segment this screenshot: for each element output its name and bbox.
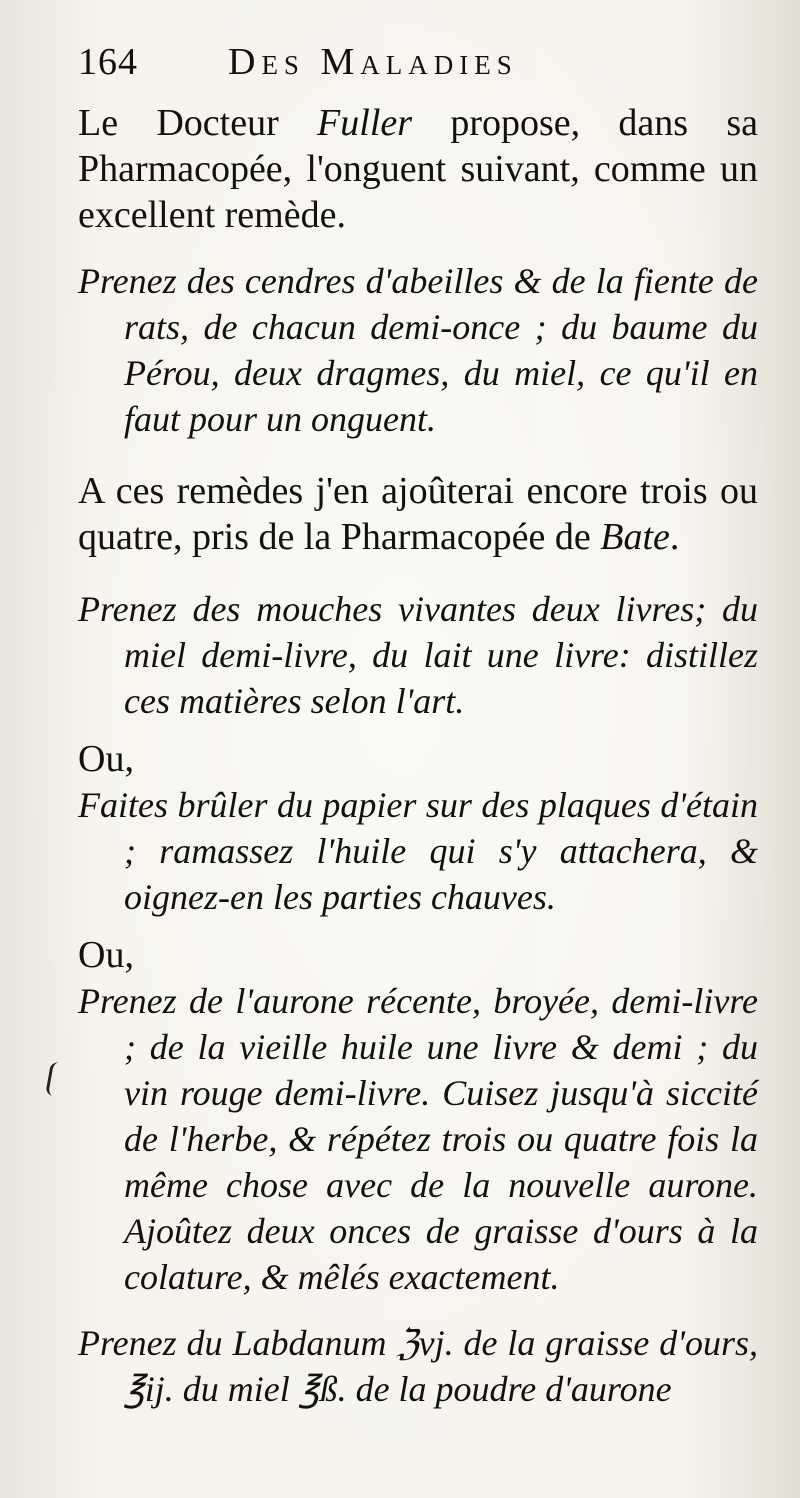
paragraph-fuller-rest: propose, dans sa Pharmacopée, l'onguent suivant, comme un excellent remède.	[78, 102, 759, 236]
page-header	[78, 40, 758, 100]
running-head: Des Maladies	[228, 41, 518, 83]
or-label-1: Ou,	[78, 738, 134, 780]
paragraph-bate-rest: .	[669, 516, 680, 558]
recipe-labdanum: Prenez du Labdanum ℨvj. de la graisse d'ours, ℥ij. du miel ℥ß. de la poudre d'aurone	[78, 1323, 758, 1409]
author-fuller: Fuller	[317, 102, 413, 144]
paragraph-bate-lead: A ces remèdes j'en ajoûterai encore trois ou quatre, pris de la Pharmacopée de	[78, 470, 758, 558]
recipe-abeilles: Prenez des cendres d'abeilles & de la fiente de rats, de chacun demi-once ; du baume du Pérou, deux dragmes, du miel, ce qu'il en faut pour un onguent.	[78, 261, 758, 439]
author-bate: Bate	[600, 516, 670, 558]
paragraph-fuller-lead: Le Docteur	[78, 102, 318, 144]
margin-mark	[45, 1061, 62, 1096]
recipe-mouches: Prenez des mouches vivantes deux livres; du miel demi-livre, du lait une livre: distillez ces matières selon l'art.	[78, 589, 758, 721]
paragraph-bate	[78, 468, 758, 560]
or-label-2: Ou,	[78, 934, 134, 976]
paragraph-fuller	[78, 100, 758, 238]
page-number: 164	[78, 41, 138, 83]
recipe-papier: Faites brûler du papier sur des plaques d'étain ; ramassez l'huile qui s'y attachera, & oignez-en les parties chauves.	[78, 785, 758, 917]
page-content	[78, 40, 758, 1412]
recipe-aurone: Prenez de l'aurone récente, broyée, demi-livre ; de la vieille huile une livre & demi ; du vin rouge demi-livre. Cuisez jusqu'à siccité de l'herbe, & répétez trois ou quatre fois la même chose avec de la nouvelle aurone. Ajoûtez deux onces de graisse d'ours à la colature, & mêlés exactement.	[78, 981, 758, 1297]
